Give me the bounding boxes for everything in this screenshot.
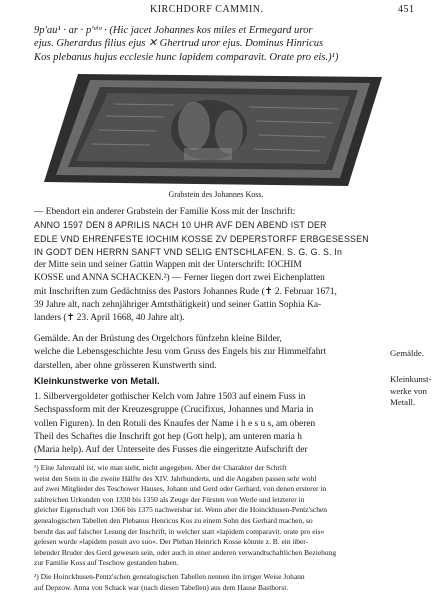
text-line: — Ebendort ein anderer Grabstein der Familie Koss mit der Inschrift: — [34, 207, 296, 217]
page-number: 451 — [398, 4, 415, 15]
text-line: landers (✝ 23. April 1668, 40 Jahre alt). — [34, 313, 185, 324]
margin-note-kleinkunst: Kleinkunst- werke von Metall. — [390, 374, 432, 407]
footnote-line: genealogischen Tabellen den Plebanus Henricus Kos zu einem Sohn des Gerhard machen, so — [34, 515, 313, 525]
footnote-line: beruht das auf falscher Lesung der Inschrift, in welcher statt »lapidem comparavit. orate pro eis« — [34, 526, 325, 536]
inscription-line: Kos plebanus hujus ecclesie hunc lapidem comparavit. Orate pro eis.)¹) — [34, 51, 339, 63]
footnote-line: auf zwei Mitglieder des Teschower Hauses, Johann und Gerd oder Gerhard, von denen ersterer in — [34, 484, 327, 494]
text-line: Gemälde. An der Brüstung des Orgelchors fünfzehn kleine Bilder, — [34, 334, 282, 344]
footnote-divider — [34, 459, 144, 460]
footnote-line: zahlreichen Urkunden von 1330 bis 1350 als Zeuge der Fürsten von Werle und letzterer in — [34, 494, 305, 504]
footnote-line: ¹) Eine Jahrezahl ist, wie man sieht, nicht angegeben. Aber der Charakter der Schrift — [34, 463, 287, 472]
text-line: darstellen, aber ohne grösseren Kunstwerth sind. — [34, 360, 217, 371]
inscription-line: 9p'au¹ · ar · p'ᵉⁱᵒ · (Hic jacet Johannes kos miles et Ermegard uror — [34, 25, 313, 36]
text-line: mit Inschriften zum Gedächtniss des Pastors Johannes Rude (✝ 2. Februar 1671, — [34, 286, 337, 297]
text-line: ANNO 1597 DEN 8 APRILIS NACH 10 UHR AVF DEN ABEND IST DER — [34, 220, 327, 231]
footnote-line: auf Depzow. Anna von Schack war (nach diesen Tabellen) aus dem Hause Basthorst. — [34, 582, 289, 592]
text-line: 1. Silbervergoldeter gothischer Kelch vom Jahre 1503 auf einem Fuss in — [34, 392, 306, 402]
running-header: KIRCHDORF CAMMIN. — [150, 4, 264, 15]
margin-note-gemaelde: Gemälde. — [390, 348, 424, 358]
text-line: der Mitte sein und seiner Gattin Wappen mit der Unterschrift: IOCHIM — [34, 260, 302, 271]
footnote-1 — [34, 463, 386, 569]
text-line: welche die Lebensgeschichte Jesu vom Gruss des Engels bis zur Himmelfahrt — [34, 347, 327, 358]
paragraph-gemaelde — [34, 333, 386, 373]
footnote-line: weist den Stein in die zweite Hälfte des XIV. Jahrhunderts, und die Angaben passen sehr wohl — [34, 473, 317, 483]
paragraph-kleinkunst — [34, 391, 386, 457]
footnote-line: ²) Die Hoinckhusen-Pentz'schen genealogischen Tabellen nennen ihn irriger Weise Johann — [34, 572, 305, 581]
figure-caption: Grabstein des Johannes Koss. — [168, 190, 264, 199]
text-line: EDLE VND EHRENFESTE IOCHIM KOSSE ZV DEPERSTORFF ERBGESESSEN — [34, 233, 369, 244]
text-line: IN GODT DEN HERRN SANFT VND SELIG ENTSCHLAFEN. S. G. G. S. In — [34, 246, 343, 257]
footnote-line: gleicher Eigenschaft von 1366 bis 1375 nachweisbar ist. Wenn aber die Hoinckhusen-Pentz'schen — [34, 505, 328, 515]
inscription-line: ejus. Gherardus filius ejus ✕ Ghertrud uror ejus. Dominus Hinricus — [34, 38, 324, 50]
footnote-line: lebender Bruder des Gerd gewesen sein, oder auch in einer anderen verwandtschaftlichen Beziehung — [34, 547, 337, 557]
text-line: Sechspassform mit der Kreuzesgruppe (Crucifixus, Johannes und Maria in — [34, 405, 314, 416]
section-heading-kleinkunst: Kleinkunstwerke von Metall. — [34, 375, 160, 386]
footnote-line: gelesen wurde »lapidem posuit avo suo«. Der Pleban Heinrich Kosse könnte z. B. ein über- — [34, 537, 309, 547]
text-line: KOSSE und ANNA SCHACKEN.²) — Ferner liegen dort zwei Eichenplatten — [34, 273, 325, 284]
gravestone-image — [44, 74, 382, 186]
blackletter-inscription — [34, 24, 386, 64]
footnote-line: zur Familie Koss auf Teschow gestanden haben. — [34, 558, 179, 568]
footnote-2 — [34, 572, 386, 593]
paragraph-gravestone — [34, 206, 386, 326]
text-line: Theil des Schaftes die Inschrift got hep (Gott help), am unteren maria h — [34, 431, 302, 442]
text-line: vollen Figuren). In den Rotuli des Knaufes der Name i h e s u s, am oberen — [34, 418, 316, 429]
text-line: (Maria help). Auf der Unterseite des Fusses die eingeritzte Aufschrift der — [34, 445, 308, 456]
text-line: 39 Jahre alt, nach zehnjähriger Amtsthätigkeit) und seiner Gattin Sophia Ka- — [34, 300, 322, 311]
